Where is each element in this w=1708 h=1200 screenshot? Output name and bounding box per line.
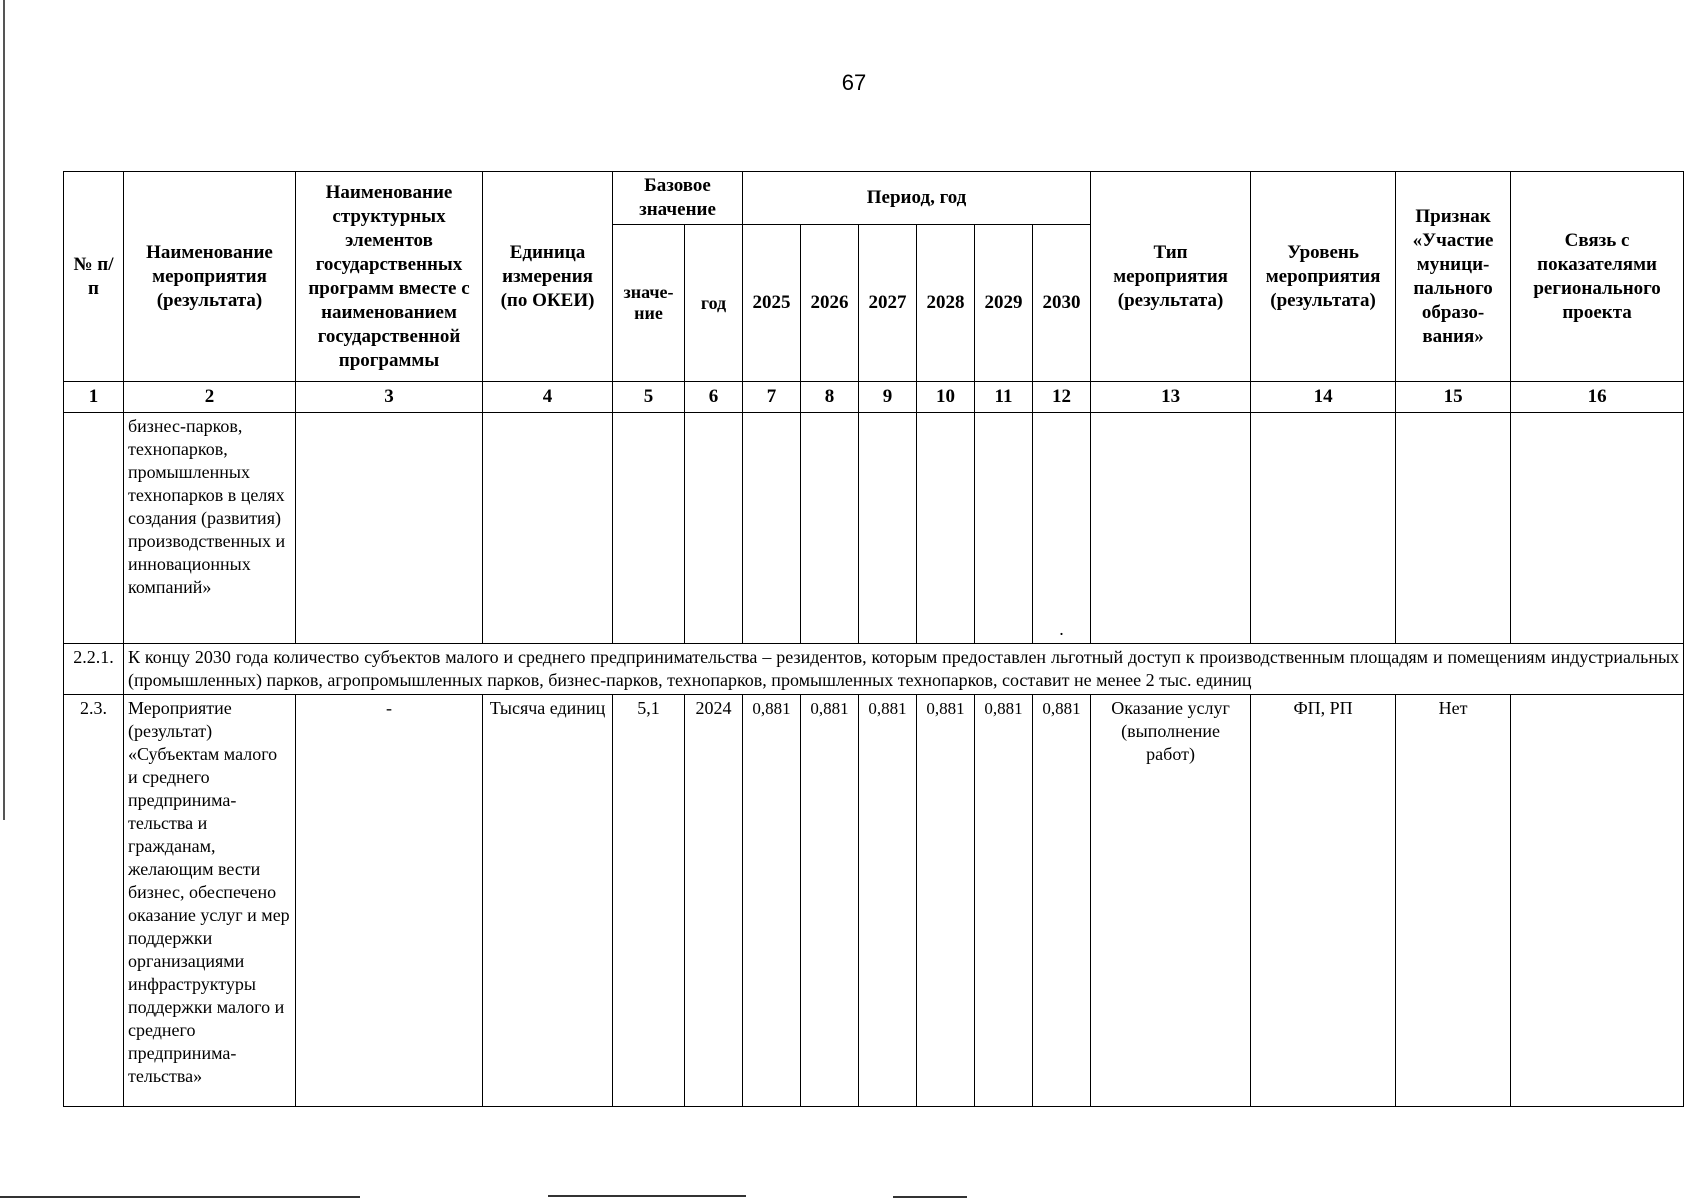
header-type: Тип мероприятия (результата) [1091, 172, 1251, 382]
column-number: 6 [685, 382, 743, 413]
table-row-event [64, 695, 1684, 1107]
header-period: Период, год [743, 172, 1091, 225]
cell-type: Оказание услуг (выполнение работ) [1091, 695, 1251, 1107]
header-year-2028: 2028 [917, 225, 975, 382]
column-number: 16 [1511, 382, 1684, 413]
header-year-2026: 2026 [801, 225, 859, 382]
cell-name: Мероприятие (результат) «Субъектам малого и среднего предпринима-тельства и гражданам, желающим вести бизнес, обеспечено оказание услуг и мер поддержки организациями инфраструктуры поддержки малого и среднего предпринима-тельства» [124, 695, 296, 1107]
column-number: 10 [917, 382, 975, 413]
table-row-goal [64, 644, 1684, 695]
footer-rule [893, 1196, 967, 1198]
column-number: 2 [124, 382, 296, 413]
header-year-2027: 2027 [859, 225, 917, 382]
cell-value-2027: 0,881 [859, 695, 917, 1107]
header-municipal: Признак «Участие муници-пального образо-вания» [1396, 172, 1511, 382]
page-number: 67 [841, 70, 867, 95]
column-number: 11 [975, 382, 1033, 413]
header-struct: Наименование структурных элементов государственных программ вместе с наименованием государственной программы [296, 172, 483, 382]
cell-no: 2.3. [64, 695, 124, 1107]
events-table [63, 171, 1684, 1107]
header-no: № п/п [64, 172, 124, 382]
cell-name: бизнес-парков, технопарков, промышленных технопарков в целях создания (развития) производственных и инновационных компаний» [124, 413, 296, 644]
goal-text: К концу 2030 года количество субъектов малого и среднего предпринимательства – резидентов, которым предоставлен льготный доступ к производственным площадям и помещениям индустриальных (промышленных) парков, агропромышленных парков, бизнес-парков, технопарков, промышленных технопарков, составит не менее 2 тыс. единиц [124, 644, 1684, 695]
column-number: 4 [483, 382, 613, 413]
header-unit: Единица измерения (по ОКЕИ) [483, 172, 613, 382]
header-row-1 [64, 172, 1684, 225]
column-number: 3 [296, 382, 483, 413]
cell-value-2029: 0,881 [975, 695, 1033, 1107]
column-number: 5 [613, 382, 685, 413]
stray-mark: . [1033, 413, 1091, 644]
cell-level: ФП, РП [1251, 695, 1396, 1107]
column-number: 7 [743, 382, 801, 413]
column-number: 8 [801, 382, 859, 413]
column-number: 13 [1091, 382, 1251, 413]
column-number: 9 [859, 382, 917, 413]
cell-value-2028: 0,881 [917, 695, 975, 1107]
header-base-year: год [685, 225, 743, 382]
header-link: Связь с показателями регионального проекта [1511, 172, 1684, 382]
cell-municipal: Нет [1396, 695, 1511, 1107]
table-row-continuation [64, 413, 1684, 644]
cell-value-2026: 0,881 [801, 695, 859, 1107]
header-name: Наименование мероприятия (результата) [124, 172, 296, 382]
column-number: 15 [1396, 382, 1511, 413]
cell-base-year: 2024 [685, 695, 743, 1107]
cell-value-2025: 0,881 [743, 695, 801, 1107]
cell-struct: - [296, 695, 483, 1107]
column-number: 12 [1033, 382, 1091, 413]
cell-base-value: 5,1 [613, 695, 685, 1107]
column-numbers-row [64, 382, 1684, 413]
header-base: Базовое значение [613, 172, 743, 225]
column-number: 1 [64, 382, 124, 413]
cell-link [1511, 695, 1684, 1107]
header-year-2030: 2030 [1033, 225, 1091, 382]
header-year-2029: 2029 [975, 225, 1033, 382]
header-level: Уровень мероприятия (результата) [1251, 172, 1396, 382]
header-base-value: значе-ние [613, 225, 685, 382]
cell-no [64, 413, 124, 644]
footer-rule [548, 1195, 746, 1197]
column-number: 14 [1251, 382, 1396, 413]
cell-unit: Тысяча единиц [483, 695, 613, 1107]
footer-rule [0, 1196, 360, 1198]
cell-value-2030: 0,881 [1033, 695, 1091, 1107]
header-year-2025: 2025 [743, 225, 801, 382]
left-margin-line [3, 0, 5, 820]
cell-no: 2.2.1. [64, 644, 124, 695]
